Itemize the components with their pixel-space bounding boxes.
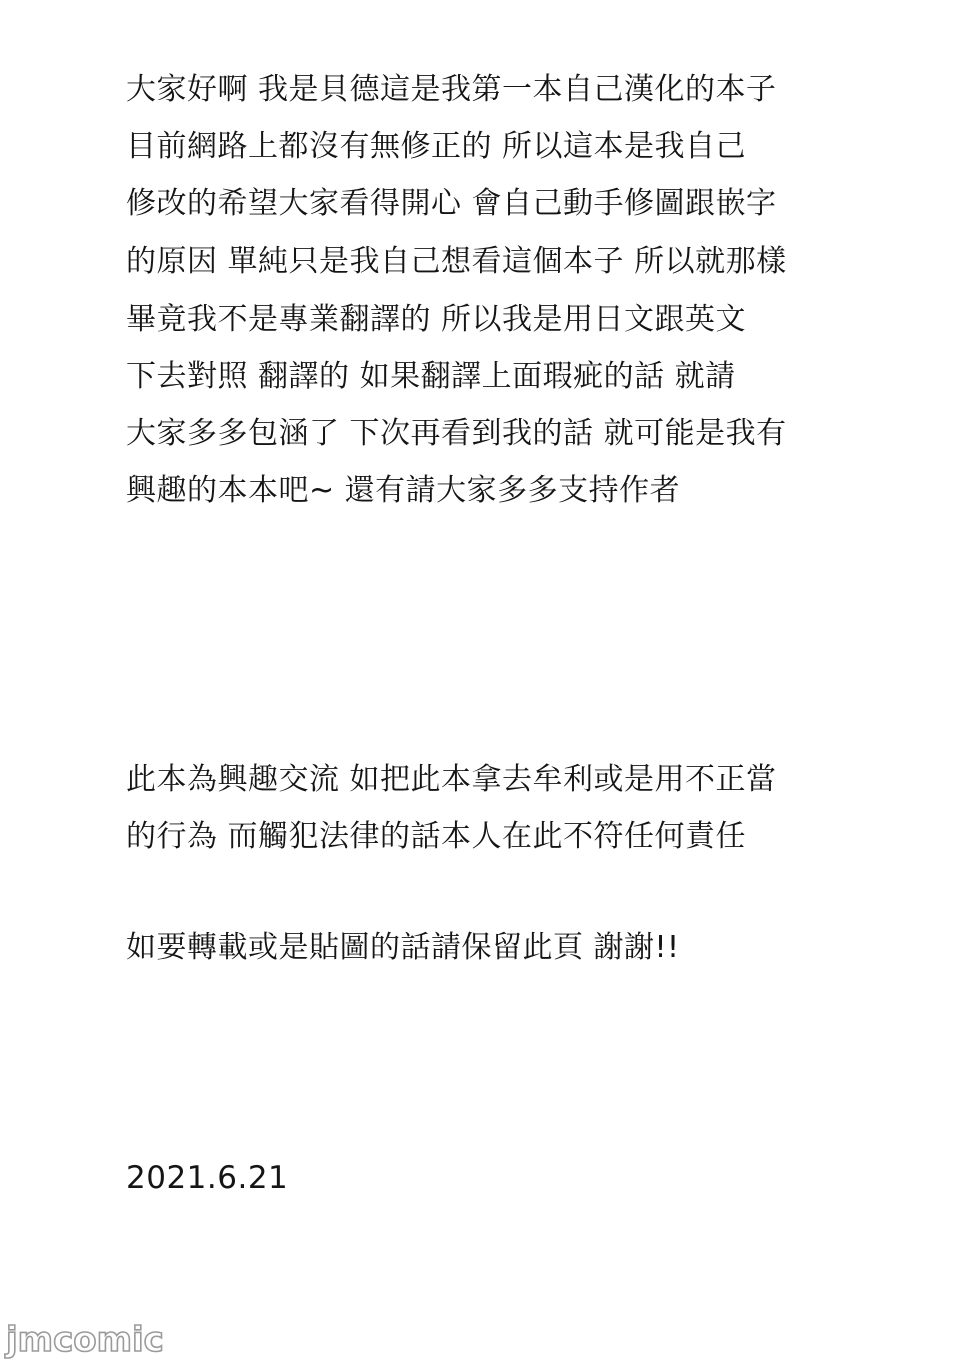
note-line: 的原因 單純只是我自己想看這個本子 所以就那樣 bbox=[126, 244, 787, 279]
note-line: 下去對照 翻譯的 如果翻譯上面瑕疵的話 就請 bbox=[126, 359, 736, 394]
date-stamp: 2021.6.21 bbox=[126, 1160, 289, 1196]
disclaimer-line: 的行為 而觸犯法律的話本人在此不符任何責任 bbox=[126, 819, 747, 854]
note-line: 大家好啊 我是貝德這是我第一本自己漢化的本子 bbox=[126, 72, 777, 107]
repost-notice: 如要轉載或是貼圖的話請保留此頁 謝謝!! bbox=[126, 930, 680, 965]
note-line: 修改的希望大家看得開心 會自己動手修圖跟嵌字 bbox=[126, 186, 777, 221]
note-line: 興趣的本本吧~ 還有請大家多多支持作者 bbox=[126, 473, 681, 508]
note-line: 大家多多包涵了 下次再看到我的話 就可能是我有 bbox=[126, 416, 787, 451]
watermark-logo: jmcomic bbox=[6, 1320, 164, 1360]
note-line: 目前網路上都沒有無修正的 所以這本是我自己 bbox=[126, 129, 747, 164]
note-line: 畢竟我不是專業翻譯的 所以我是用日文跟英文 bbox=[126, 302, 747, 337]
disclaimer-line: 此本為興趣交流 如把此本拿去牟利或是用不正當 bbox=[126, 762, 777, 797]
